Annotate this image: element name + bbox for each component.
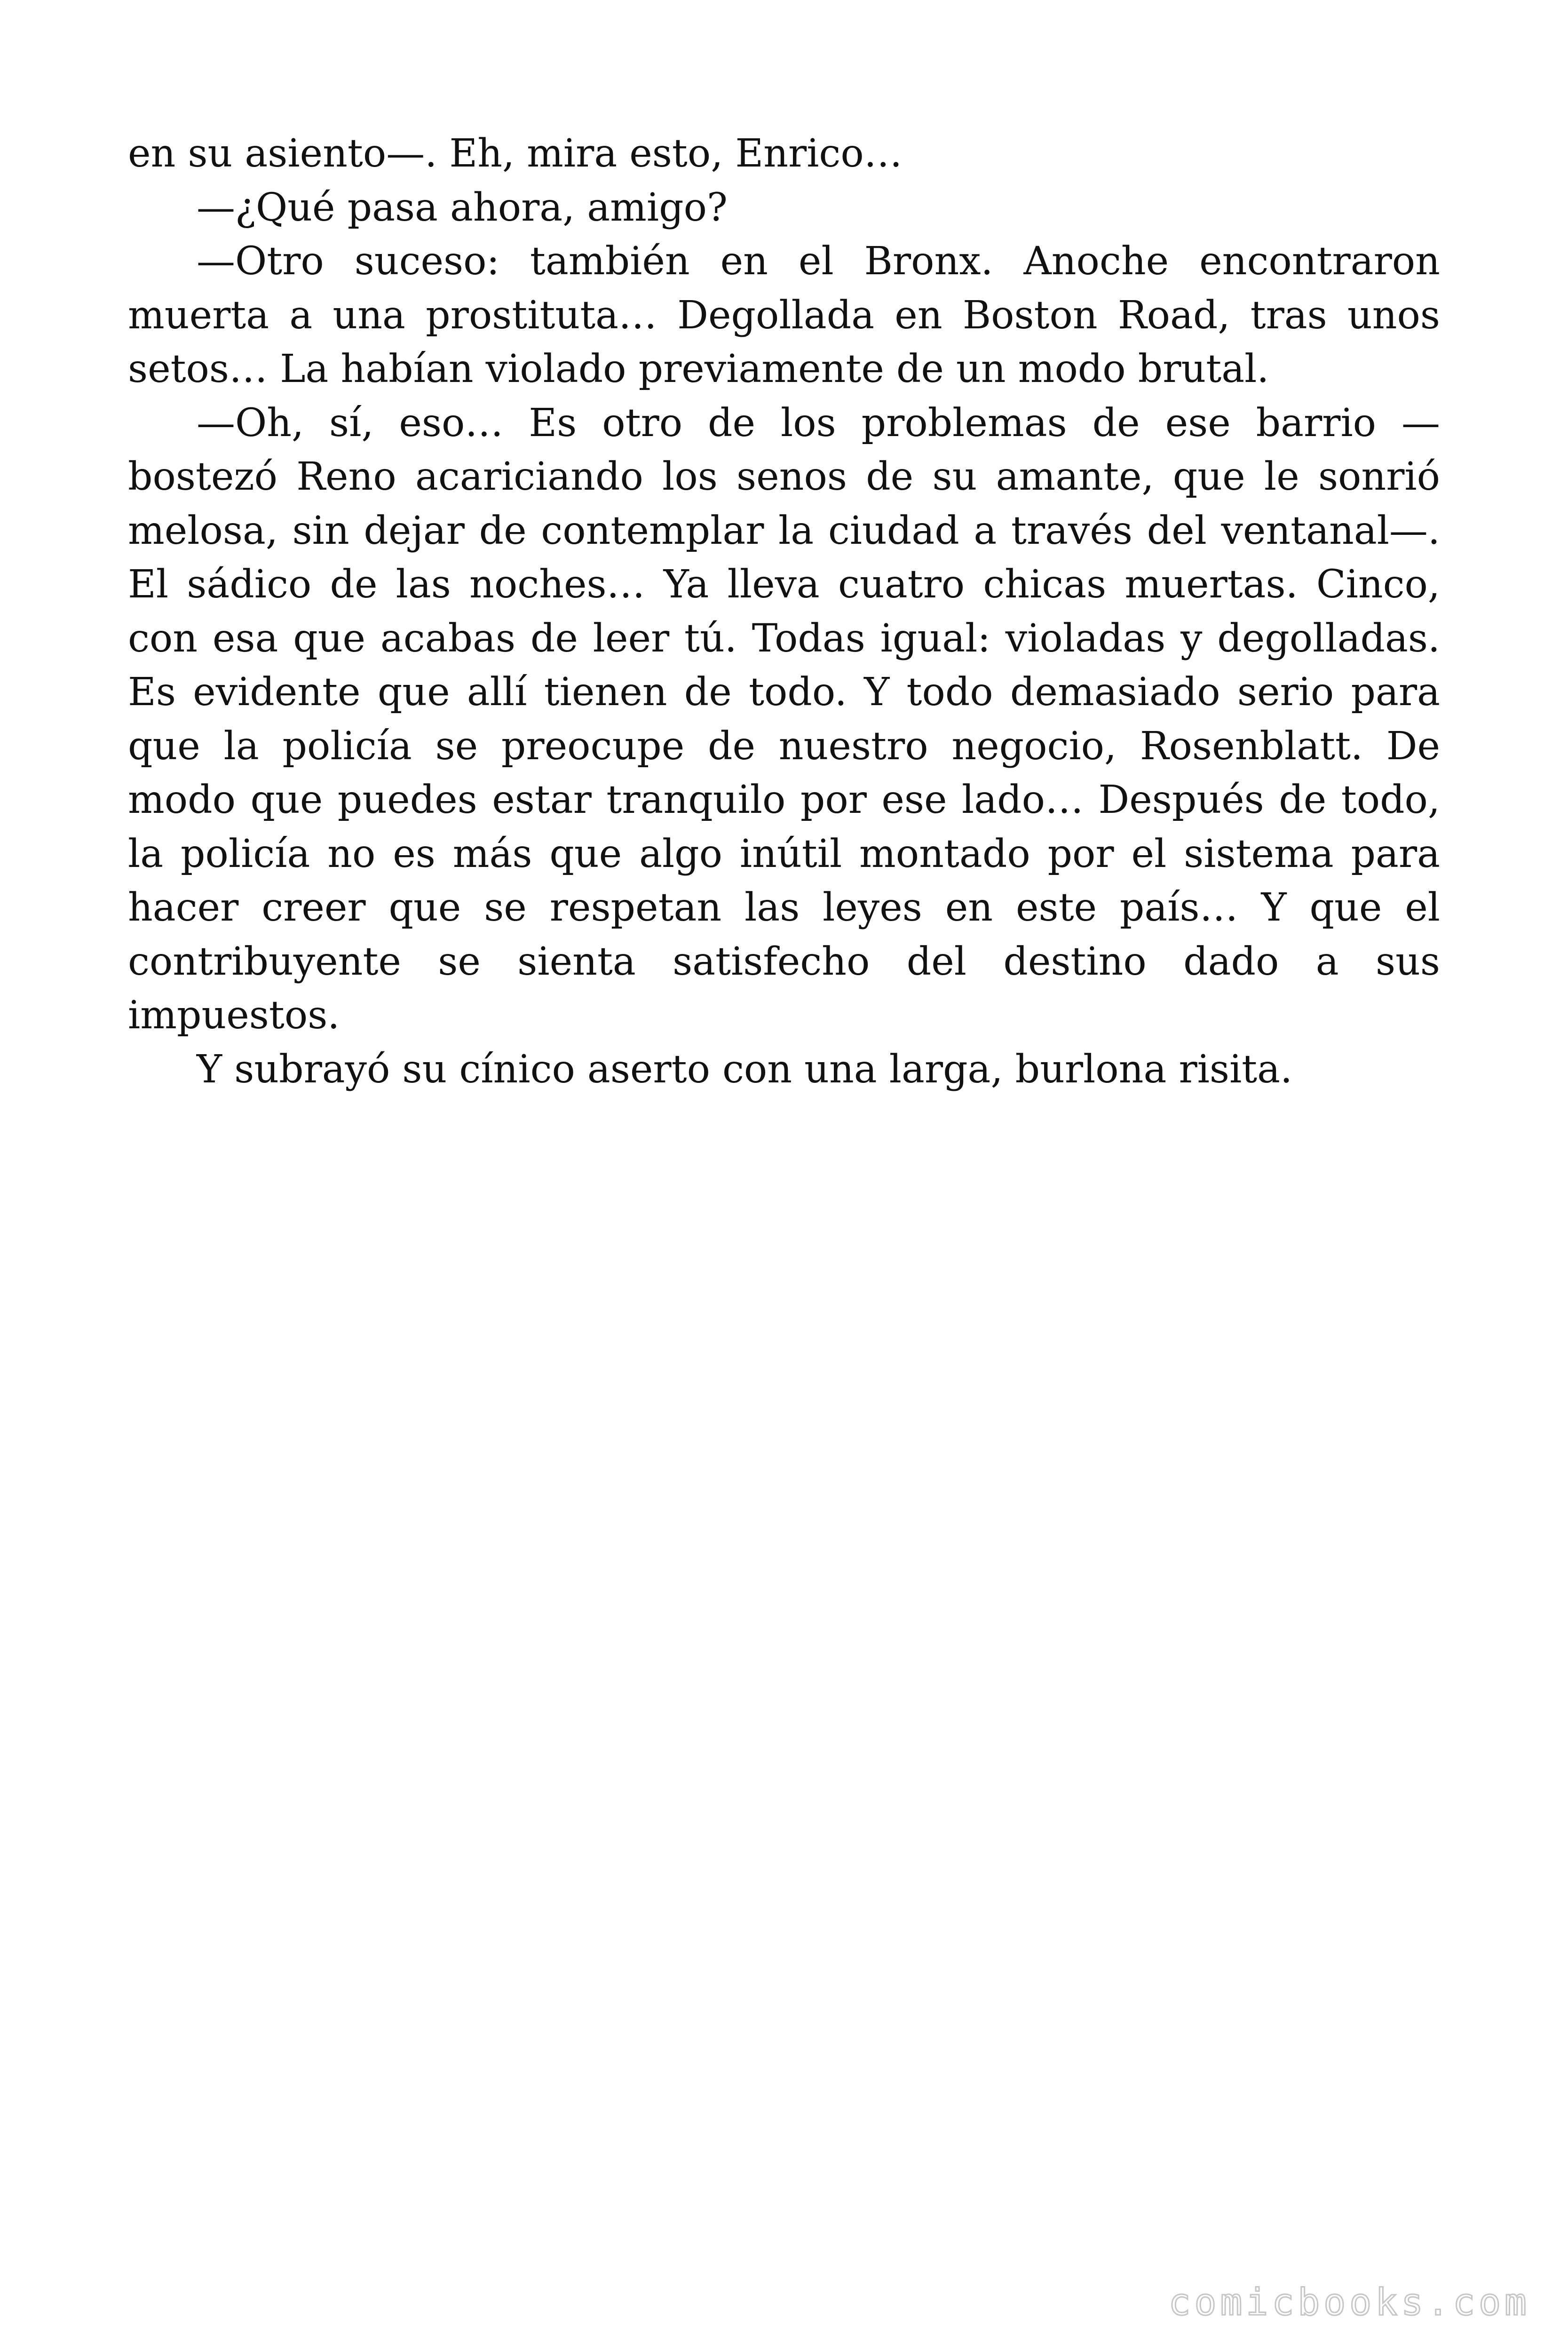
paragraph-continuation: en su asiento—. Eh, mira esto, Enrico…	[128, 131, 903, 176]
paragraph-dialogue-question: —¿Qué pasa ahora, amigo?	[197, 185, 728, 230]
paragraph-dialogue-report: —Otro suceso: también en el Bronx. Anoche encontraron muerta a una prostituta… Degollada en Boston Road, tras unos setos… La habían violado previamente de un modo brutal.	[128, 239, 1440, 391]
watermark-logo: comicbooks.com	[1168, 2281, 1530, 2324]
paragraph-dialogue-reply: —Oh, sí, eso… Es otro de los problemas de ese barrio —bostezó Reno acariciando los senos de su amante, que le sonrió melosa, sin dejar de contemplar la ciudad a través del ventanal—. El sádico de las noches… Ya lleva cuatro chicas muertas. Cinco, con esa que acabas de leer tú. Todas igual: violadas y degolladas. Es evidente que allí tienen de todo. Y todo demasiado serio para que la policía se preocupe de nuestro negocio, Rosenblatt. De modo que puedes estar tranquilo por ese lado… Después de todo, la policía no es más que algo inútil montado por el sistema para hacer creer que se respetan las leyes en este país… Y que el contribuyente se sienta satisfecho del destino dado a sus impuestos.	[128, 400, 1440, 1038]
page-body	[128, 127, 1440, 1097]
paragraph-closing: Y subrayó su cínico aserto con una larga, burlona risita.	[197, 1047, 1293, 1092]
